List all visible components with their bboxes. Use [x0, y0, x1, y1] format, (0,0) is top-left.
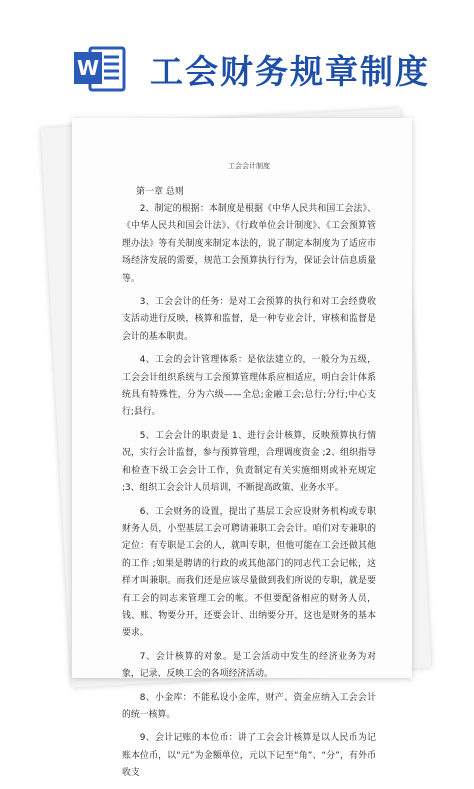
- paragraph: 6、工会财务的设置，提出了基层工会应设财务机构或专职财务人员，小型基层工会可聘请兼职工会会计。咱们对专兼职的定位：有专职是工会的人，就叫专职，但他可能在工会还做其他的工作 ;如果是聘请的行政的或其他部门的同志代工会记帐，这样才叫兼职。而我们还是应该尽量做到我们所说的专职，就是要有工会的同志来管理工会的帐。不但要配备相应的财务人员，钱、账、物要分开，还要会计、出纳要分开，这也是财务的基本要求。: [122, 506, 376, 639]
- paragraph: 2、制定的根据：本制度是根据《中华人民共和国工会法》、《中华人民共和国会计法》、《行政单位会计制度》、《工会预算管理办法》等有关制度来制定本法的，说了制定本制度为了适应市场经济发展的需要，规范工会预算执行行为，保证会计信息质量等。: [122, 204, 376, 284]
- paragraph: 3、工会会计的任务：是对工会预算的执行和对工会经费收支活动进行反映，核算和监督，是一种专业会计，审核和监督是会计的基本职责。: [122, 297, 376, 342]
- paragraph: 7、会计核算的对象。是工会活动中发生的经济业务为对象，记录、反映工会的各项经济活动。: [122, 651, 376, 680]
- document-body: [122, 161, 376, 789]
- document-page: [72, 118, 412, 779]
- logo-letter: W: [76, 56, 100, 80]
- document-heading: 工会会计制度: [228, 162, 270, 170]
- page-title: 工会财务规章制度: [150, 52, 430, 91]
- paragraph: 8、小金库：不能私设小金库，财产、资金应纳入工会会计的统一核算。: [122, 692, 376, 720]
- chapter-title: 第一章 总则: [136, 187, 184, 197]
- paragraph: 4、工会的会计管理体系：是依法建立的，一般分为五级，工会会计组织系统与工会预算管理体系应相适应，明白会计体系统具有特殊性，分为六级——全总;金融工会;总行;分行;中心支行;县行。: [122, 355, 376, 418]
- word-document-icon: [72, 40, 128, 96]
- paragraph: 9、会计记账的本位币：讲了工会会计核算是以人民币为记账本位币，以“元”为金额单位，元以下记至“角”、“分”，有外币收支: [122, 733, 376, 779]
- paragraph: 5、工会会计的职责是 1、进行会计核算，反映预算执行情况，实行会计监督，参与预算管理，合理调度资金 ;2、组织指导和检查下级工会会计工作，负责制定有关实施细则或补充规定 ;3、组织工会会计人员培训，不断提高政策、业务水平。: [122, 430, 376, 494]
- banner: [0, 0, 474, 125]
